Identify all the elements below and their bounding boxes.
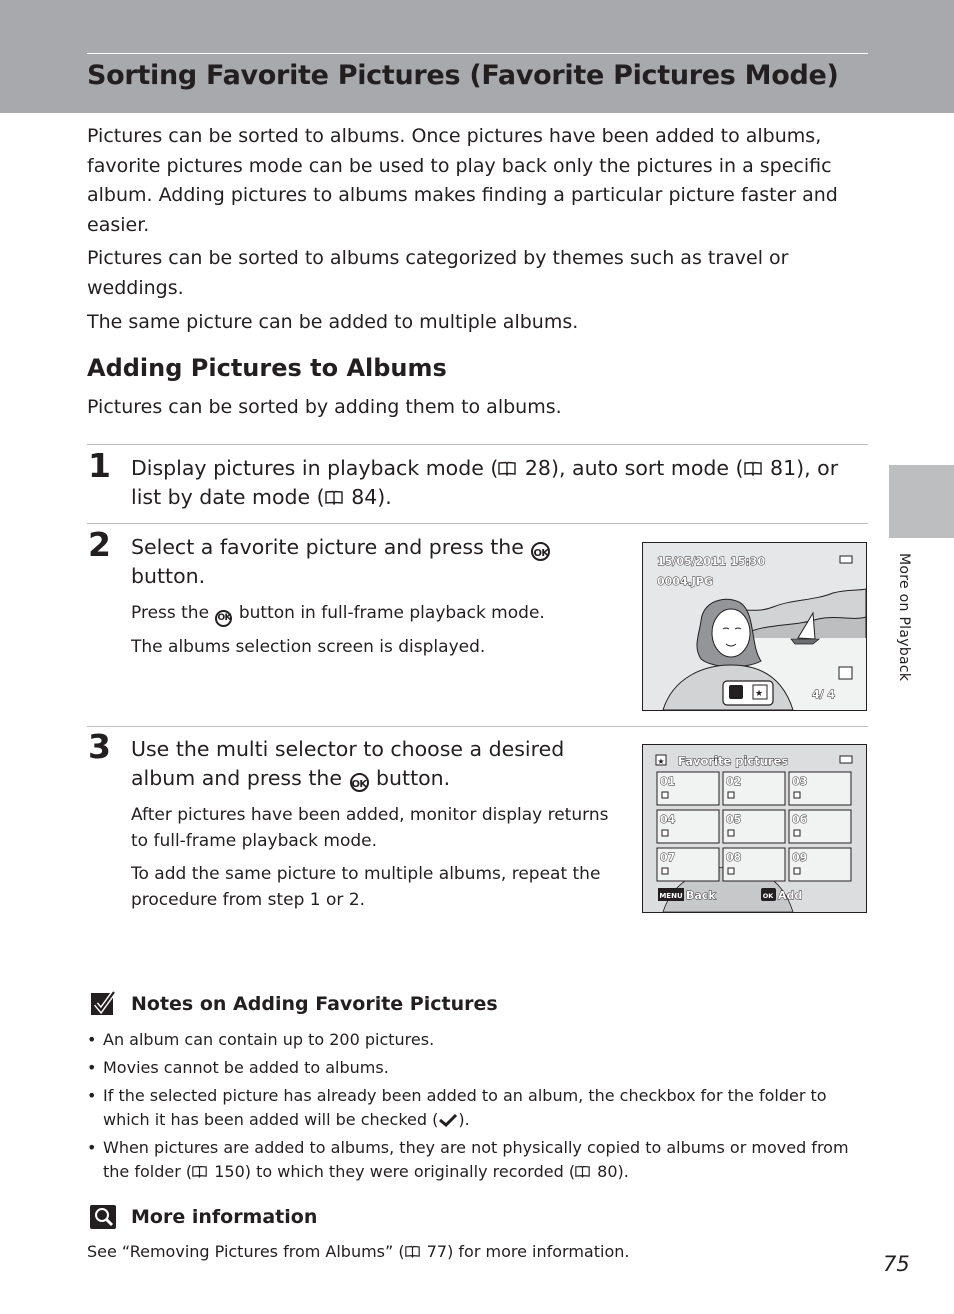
note-text: 80). xyxy=(592,1162,629,1181)
album-number: 07 xyxy=(660,851,676,864)
step-1-ref-b: 81), or list by date mode ( xyxy=(131,456,839,509)
album-slot-01[interactable] xyxy=(657,772,719,805)
step-2-detail-1-text: Press the xyxy=(131,603,210,623)
section-heading: Adding Pictures to Albums xyxy=(87,354,447,382)
header-rule xyxy=(87,53,868,54)
note-text: 150) to which they were originally recorded ( xyxy=(209,1162,576,1181)
page-reference-icon xyxy=(744,461,762,476)
album-checkbox[interactable] xyxy=(728,868,734,874)
ok-button-icon: OK xyxy=(350,773,369,792)
step-2-detail-1 xyxy=(131,600,611,627)
step-1-ref-a: 28), auto sort mode ( xyxy=(518,456,744,480)
album-checkbox[interactable] xyxy=(662,792,668,798)
step-3-detail-2: To add the same picture to multiple albums, repeat the procedure from step 1 or 2. xyxy=(131,864,601,910)
page-reference-icon xyxy=(498,461,516,476)
intro-paragraph-1: Pictures can be sorted to albums. Once pictures have been added to albums, favorite pictures mode can be used to play back only the pictures in a specific album. Adding pictures to albums makes finding a particular picture faster and easier. xyxy=(87,125,838,236)
list-item xyxy=(87,1028,867,1052)
album-checkbox[interactable] xyxy=(662,868,668,874)
notes-list xyxy=(87,1028,867,1188)
step-number-3: 3 xyxy=(88,727,111,766)
step-number-1: 1 xyxy=(88,446,111,485)
step-divider xyxy=(87,726,868,727)
album-number: 05 xyxy=(726,813,742,826)
page-reference-icon xyxy=(575,1165,590,1178)
step-3-text: Use the multi selector to choose a desired album and press the xyxy=(131,737,565,790)
album-number: 06 xyxy=(792,813,808,826)
menu-key-icon: MENU xyxy=(659,892,683,900)
step-3-text-end: button. xyxy=(376,766,451,790)
list-item xyxy=(87,1136,867,1184)
step-3-instruction xyxy=(131,735,611,793)
page-reference-icon xyxy=(405,1245,420,1258)
album-number: 02 xyxy=(726,775,742,788)
page-reference-icon xyxy=(192,1165,207,1178)
list-item xyxy=(87,1056,867,1080)
side-section-tab xyxy=(889,465,954,538)
playback-screen-illustration xyxy=(642,542,867,711)
album-checkbox[interactable] xyxy=(794,868,800,874)
step-3-detail-1: After pictures have been added, monitor display returns to full-frame playback mode. xyxy=(131,805,609,851)
step-1-ref-c: 84). xyxy=(344,485,392,509)
album-slot-03[interactable] xyxy=(789,772,851,805)
step-1-text: Display pictures in playback mode ( xyxy=(131,456,499,480)
album-slot-09[interactable] xyxy=(789,848,851,881)
header-band xyxy=(0,0,954,113)
page-title: Sorting Favorite Pictures (Favorite Pictures Mode) xyxy=(87,60,839,91)
album-slot-08[interactable] xyxy=(723,848,785,881)
album-slot-02[interactable] xyxy=(723,772,785,805)
step-2-detail-1-text-end: button in full-frame playback mode. xyxy=(238,603,545,623)
side-section-label: More on Playback xyxy=(896,553,912,682)
album-selection-screen-illustration xyxy=(642,744,867,913)
step-2-detail-2: The albums selection screen is displayed. xyxy=(131,637,486,657)
add-label: Add xyxy=(778,889,803,902)
checkmark-icon xyxy=(438,1113,458,1127)
file-name: 0004.JPG xyxy=(657,575,713,588)
note-text: If the selected picture has already been added to an album, the checkbox for the folder to which it has been added will be checked ( xyxy=(103,1086,827,1129)
more-info-text-b: 77) for more information. xyxy=(421,1242,630,1261)
album-checkbox[interactable] xyxy=(662,830,668,836)
svg-text:★: ★ xyxy=(657,757,665,766)
intro-paragraph-3: The same picture can be added to multiple albums. xyxy=(87,311,579,333)
step-2-text: Select a favorite picture and press the xyxy=(131,535,524,559)
section-lead: Pictures can be sorted by adding them to albums. xyxy=(87,396,562,418)
album-screen-title: Favorite pictures xyxy=(678,754,789,768)
note-text: When pictures are added to albums, they are not physically copied to albums or moved from the folder ( xyxy=(103,1138,849,1181)
album-slot-06[interactable] xyxy=(789,810,851,843)
back-label: Back xyxy=(686,889,716,902)
svg-text:★: ★ xyxy=(754,689,764,699)
list-item xyxy=(87,1084,867,1132)
caution-note-icon xyxy=(89,989,117,1017)
more-info-text xyxy=(87,1242,629,1261)
frame-counter: 4/ 4 xyxy=(812,688,836,701)
playback-scene xyxy=(643,543,866,710)
step-number-2: 2 xyxy=(88,525,111,564)
album-slot-05[interactable] xyxy=(723,810,785,843)
notes-heading: Notes on Adding Favorite Pictures xyxy=(131,993,498,1015)
step-divider xyxy=(87,523,868,524)
ok-button-icon: OK xyxy=(215,610,232,627)
step-1-instruction xyxy=(131,454,871,512)
album-checkbox[interactable] xyxy=(794,792,800,798)
more-info-heading: More information xyxy=(131,1206,318,1228)
step-divider xyxy=(87,444,868,445)
album-slot-04[interactable] xyxy=(657,810,719,843)
album-number: 03 xyxy=(792,775,808,788)
album-checkbox[interactable] xyxy=(728,792,734,798)
album-scene xyxy=(643,745,866,912)
album-number: 08 xyxy=(726,851,742,864)
ok-key-icon: OK xyxy=(762,892,774,900)
step-2-text-end: button. xyxy=(131,564,206,588)
album-number: 01 xyxy=(660,775,676,788)
step-2-instruction xyxy=(131,533,601,591)
capture-datetime: 15/05/2011 15:30 xyxy=(657,555,766,568)
page-number: 75 xyxy=(883,1252,910,1276)
note-text: ). xyxy=(458,1110,470,1129)
page-reference-icon xyxy=(325,490,343,505)
more-info-text-a: See “Removing Pictures from Albums” ( xyxy=(87,1242,405,1261)
note-text: Movies cannot be added to albums. xyxy=(103,1058,389,1077)
intro-paragraph-2: Pictures can be sorted to albums categorized by themes such as travel or weddings. xyxy=(87,247,789,299)
album-number: 09 xyxy=(792,851,808,864)
ok-button-icon: OK xyxy=(531,542,550,561)
album-slot-07[interactable] xyxy=(657,848,719,881)
more-info-icon xyxy=(89,1202,119,1230)
note-text: An album can contain up to 200 pictures. xyxy=(103,1030,435,1049)
album-checkbox[interactable] xyxy=(728,830,734,836)
album-number: 04 xyxy=(660,813,676,826)
album-checkbox[interactable] xyxy=(794,830,800,836)
